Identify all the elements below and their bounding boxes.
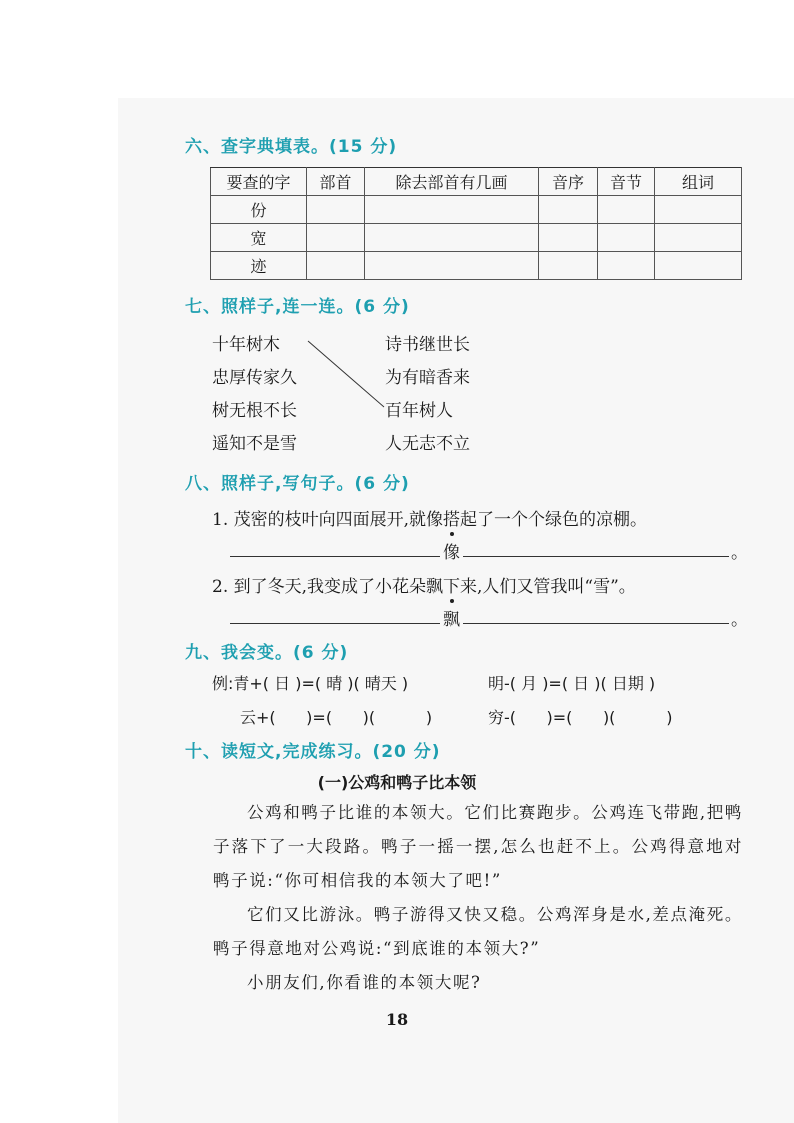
table-header: 要查的字: [211, 168, 307, 196]
table-cell-blank[interactable]: [655, 224, 742, 252]
table-cell-blank[interactable]: [655, 252, 742, 280]
example-connector-line: [300, 335, 390, 415]
passage-paragraph-1: 公鸡和鸭子比谁的本领大。它们比赛跑步。公鸡连飞带跑,把鸭子落下了一大段路。鸭子一摇一摆,怎么也赶不上。公鸡得意地对鸭子说:“你可相信我的本领大了吧!”: [213, 803, 743, 890]
sentence-example-1: 1. 茂密的枝叶向四面展开,就像搭起了一个个绿色的凉棚。: [212, 510, 648, 530]
table-cell-char: 份: [211, 196, 307, 224]
emphasis-dot: [450, 599, 454, 603]
table-cell-blank[interactable]: [539, 224, 598, 252]
match-right-item: 为有暗香来: [385, 368, 470, 388]
match-right-item: 百年树人: [385, 401, 453, 421]
example-transform-1: 例:青+( 日 )=( 晴 )( 晴天 ): [212, 674, 409, 693]
table-cell-blank[interactable]: [307, 224, 365, 252]
section-10-title: 十、读短文,完成练习。(20 分): [185, 742, 441, 762]
section-8-title: 八、照样子,写句子。(6 分): [185, 474, 410, 494]
table-cell-blank[interactable]: [365, 196, 539, 224]
keyword-xiang: 像: [443, 543, 460, 563]
answer-line[interactable]: [230, 623, 440, 624]
period-mark: 。: [731, 610, 748, 630]
table-header: 音序: [539, 168, 598, 196]
answer-line[interactable]: [230, 556, 440, 557]
table-cell-blank[interactable]: [655, 196, 742, 224]
match-left-item: 十年树木: [212, 335, 280, 355]
page-number: 18: [385, 1010, 409, 1029]
table-header: 部首: [307, 168, 365, 196]
table-cell-blank[interactable]: [598, 196, 655, 224]
section-7-title: 七、照样子,连一连。(6 分): [185, 297, 410, 317]
exercise-transform-1[interactable]: 云+( )=( )( ): [240, 708, 433, 727]
match-right-item: 人无志不立: [385, 434, 470, 454]
table-cell-blank[interactable]: [365, 224, 539, 252]
period-mark: 。: [731, 543, 748, 563]
table-cell-char: 迹: [211, 252, 307, 280]
table-row: [211, 252, 742, 280]
match-left-item: 忠厚传家久: [212, 368, 297, 388]
keyword-piao: 飘: [443, 610, 460, 630]
match-right-item: 诗书继世长: [385, 335, 470, 355]
table-cell-blank[interactable]: [598, 224, 655, 252]
passage-paragraph-3: 小朋友们,你看谁的本领大呢?: [247, 973, 482, 992]
table-header: 音节: [598, 168, 655, 196]
table-cell-blank[interactable]: [598, 252, 655, 280]
match-left-item: 遥知不是雪: [212, 434, 297, 454]
table-row: [211, 196, 742, 224]
table-header: 组词: [655, 168, 742, 196]
table-cell-blank[interactable]: [365, 252, 539, 280]
section-9-title: 九、我会变。(6 分): [185, 643, 349, 663]
table-header-row: [211, 168, 742, 196]
exercise-transform-2[interactable]: 穷-( )=( )( ): [488, 708, 673, 727]
emphasis-dot: [450, 532, 454, 536]
match-left-item: 树无根不长: [212, 401, 297, 421]
table-header: 除去部首有几画: [365, 168, 539, 196]
table-row: [211, 224, 742, 252]
passage-paragraph-2: 它们又比游泳。鸭子游得又快又稳。公鸡浑身是水,差点淹死。鸭子得意地对公鸡说:“到底谁的本领大?”: [213, 905, 743, 958]
table-cell-char: 宽: [211, 224, 307, 252]
answer-line[interactable]: [463, 623, 729, 624]
example-transform-2: 明-( 月 )=( 日 )( 日期 ): [488, 674, 656, 693]
passage-title: (一)公鸡和鸭子比本领: [317, 773, 477, 792]
table-cell-blank[interactable]: [539, 252, 598, 280]
dictionary-table: [210, 167, 742, 280]
sentence-example-2: 2. 到了冬天,我变成了小花朵飘下来,人们又管我叫“雪”。: [212, 577, 636, 597]
table-cell-blank[interactable]: [539, 196, 598, 224]
section-6-title: 六、查字典填表。(15 分): [185, 137, 398, 157]
answer-line[interactable]: [463, 556, 729, 557]
table-cell-blank[interactable]: [307, 252, 365, 280]
table-cell-blank[interactable]: [307, 196, 365, 224]
